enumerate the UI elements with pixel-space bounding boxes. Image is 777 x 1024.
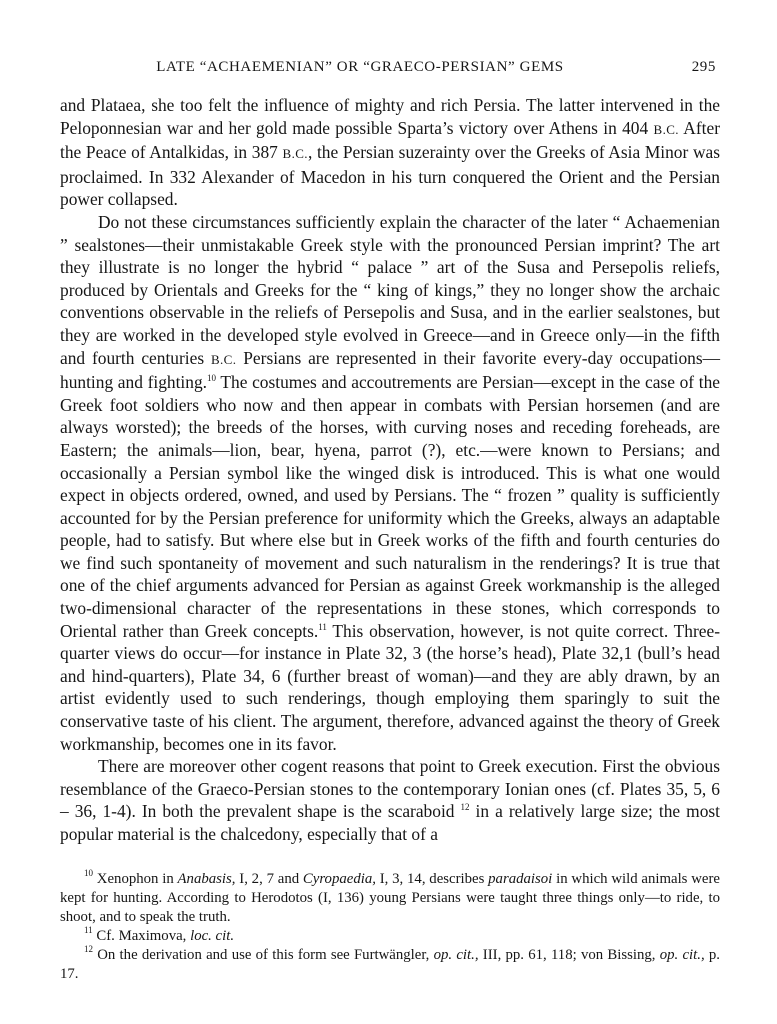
text-run: This observation, however, is not quite correct. Three-quarter views do occur—for instance in Plate 32, 3 (the horse’s head), Plate 32,1 (bull’s head and hind-quarters), Plate 34, 6 (further breast of woman)—and they are ably drawn, by an artist evidently used to such renderings, though employing them sparingly to suit the conservative taste of his client. The argument, therefore, advanced against the theory of Greek workmanship, becomes one in its favor. — [60, 620, 720, 754]
text-run: After the Peace of Antalkidas, in 387 — [60, 117, 720, 163]
italic-citation: loc. cit. — [190, 928, 235, 944]
italic-citation: op. cit., — [659, 947, 705, 963]
footnotes — [60, 870, 720, 984]
text-run: p. 17. — [60, 947, 720, 982]
running-title: LATE “ACHAEMENIAN” OR “GRAECO-PERSIAN” GEMS — [156, 59, 564, 75]
footnote-ref-12[interactable]: 12 — [460, 802, 470, 813]
text-run: , the Persian suzerainty over the Greeks of Asia Minor was proclaimed. In 332 Alexander of Macedon in his turn conquered the Orient and the Persian power collapsed. — [60, 142, 720, 210]
italic-term: paradaisoi — [488, 871, 553, 887]
era-abbreviation: B.C. — [653, 121, 679, 137]
text-run: and Plataea, she too felt the influence of mighty and rich Persia. The latter intervened in the Peloponnesian war and her gold made possible Sparta’s victory over Athens in 404 — [60, 95, 720, 138]
text-run: I, 3, 14, describes — [375, 871, 489, 887]
paragraph-2 — [60, 211, 720, 755]
footnote-11 — [60, 927, 720, 946]
running-head — [60, 59, 720, 79]
text-run: I, 2, 7 and — [235, 871, 303, 887]
footnote-number: 11 — [84, 925, 93, 935]
footnote-ref-11[interactable]: 11 — [318, 621, 327, 632]
text-run: On the derivation and use of this form see Furtwängler, — [93, 947, 434, 963]
footnote-12 — [60, 946, 720, 984]
text-run: III, pp. 61, 118; von Bissing, — [478, 947, 660, 963]
italic-title: Cyropaedia, — [302, 871, 376, 887]
text-run: Xenophon in — [93, 871, 178, 887]
body-text — [60, 94, 720, 846]
italic-title: Anabasis, — [177, 871, 236, 887]
era-abbreviation: B.C. — [282, 146, 308, 162]
text-run: in a relatively large size; the most popular material is the chalcedony, especially that of a — [60, 801, 720, 844]
italic-citation: op. cit., — [433, 947, 479, 963]
text-run: Cf. Maximova, — [92, 928, 191, 944]
footnote-10 — [60, 870, 720, 927]
text-run: The costumes and accoutrements are Persian—except in the case of the Greek foot soldiers who now and then appear in combats with Persian horsemen (and are always worsted); the breeds of the horses, with curving noses and receding foreheads, are Eastern; the animals—lion, bear, hyena, parrot (?), etc.—were known to Persians; and occasionally a Persian symbol like the winged disk is introduced. This is what one would expect in objects ordered, owned, and used by Persians. The “ frozen ” quality is sufficiently accounted for by the Persian preference for uniformity which the Greeks, always an adaptable people, had to satisfy. But where else but in Greek works of the fifth and fourth centuries do we find such spontaneity of movement and such naturalism in the renderings? It is true that one of the chief arguments advanced for Persian as against Greek workmanship is the alleged two-dimensional character of the representations in these stones, which corresponds to Oriental rather than Greek concepts. — [60, 372, 720, 641]
paragraph-1 — [60, 94, 720, 211]
footnote-ref-10[interactable]: 10 — [207, 373, 217, 384]
footnote-number: 10 — [84, 868, 93, 878]
text-run: There are moreover other cogent reasons that point to Greek execution. First the obvious resemblance of the Graeco-Persian stones to the contemporary Ionian ones (cf. Plates 35, 5, 6 – 36, 1-4). In both the prevalent shape is the scaraboid — [60, 756, 720, 822]
text-run: in which wild animals were kept for hunting. According to Herodotos (I, 136) young Persians were taught three things only—to ride, to shoot, and to speak the truth. — [60, 871, 720, 925]
text-run: Do not these circumstances sufficiently explain the character of the later “ Achaemenian ” sealstones—their unmistakable Greek style with the pronounced Persian imprint? The art they illustrate is no longer the hybrid “ palace ” art of the Susa and Persepolis reliefs, produced by Orientals and Greeks for the “ king of kings,” they no longer show the archaic conventions observable in the reliefs of Persepolis and Susa, and in the earlier sealstones, but they are worked in the developed style evolved in Greece—and in Greece only—in the fifth and fourth centuries — [60, 211, 720, 368]
era-abbreviation: B.C. — [210, 351, 237, 367]
page-number: 295 — [691, 59, 716, 75]
paragraph-3 — [60, 755, 720, 845]
text-run: Persians are represented in their favorite every-day occupations—hunting and fighting. — [60, 347, 721, 393]
footnote-number: 12 — [84, 944, 93, 954]
